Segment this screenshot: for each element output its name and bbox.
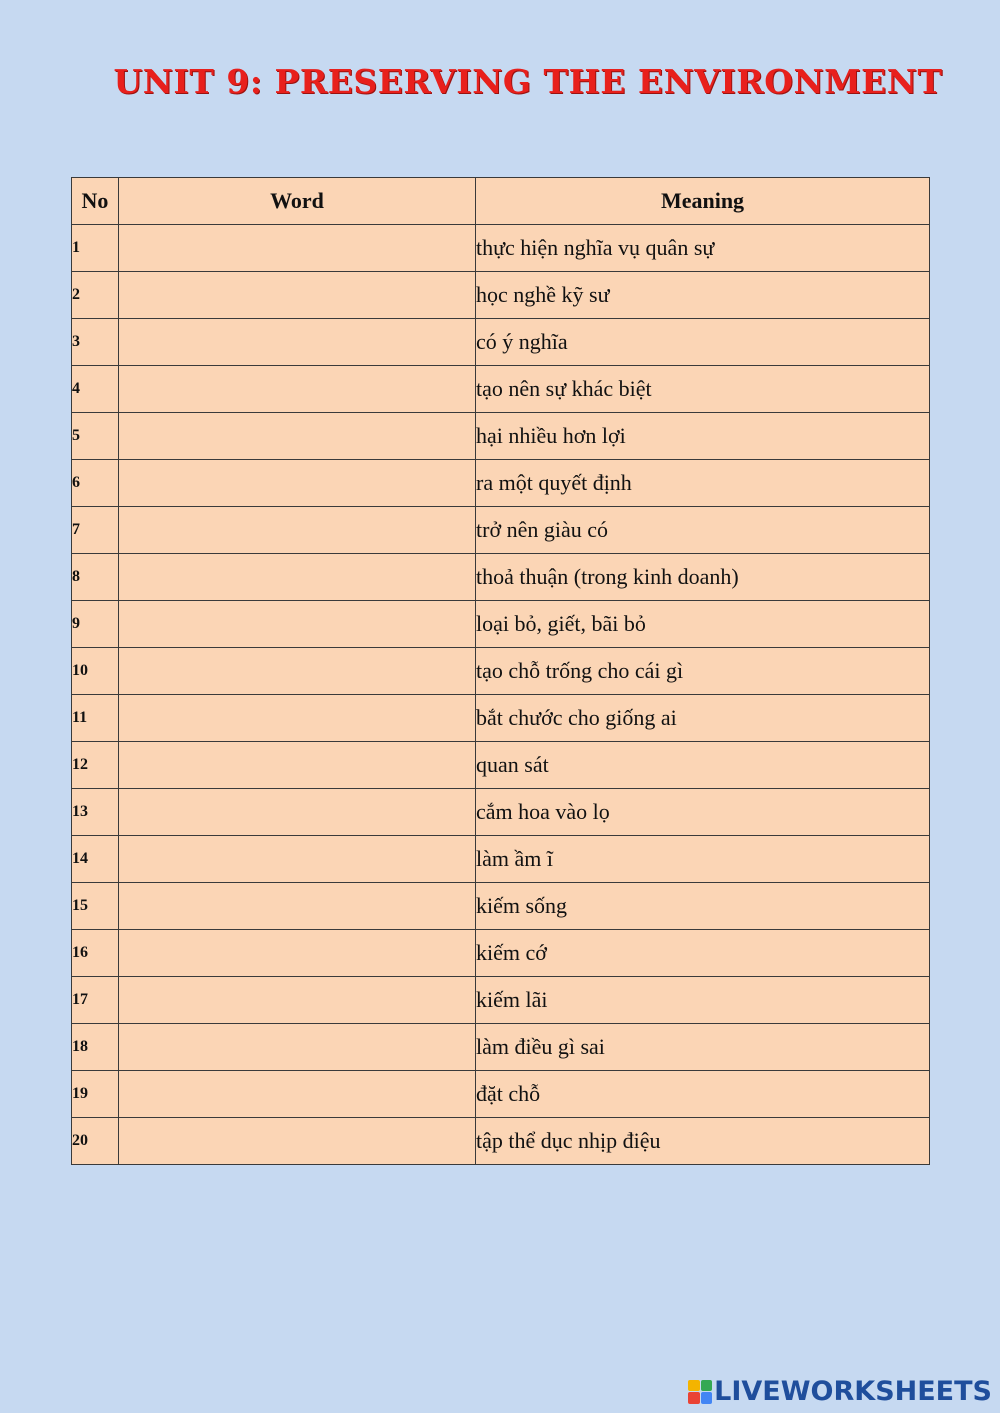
word-answer-input[interactable] bbox=[119, 319, 475, 365]
word-cell[interactable] bbox=[119, 366, 476, 413]
row-number: 14 bbox=[72, 836, 119, 883]
meaning-cell: ra một quyết định bbox=[476, 460, 930, 507]
brand-name: LIVEWORKSHEETS bbox=[714, 1376, 992, 1407]
word-answer-input[interactable] bbox=[119, 507, 475, 553]
row-number: 7 bbox=[72, 507, 119, 554]
table-header-row bbox=[72, 178, 930, 225]
table-row bbox=[72, 836, 930, 883]
table-row bbox=[72, 1071, 930, 1118]
meaning-cell: học nghề kỹ sư bbox=[476, 272, 930, 319]
row-number: 1 bbox=[72, 225, 119, 272]
row-number: 18 bbox=[72, 1024, 119, 1071]
row-number: 17 bbox=[72, 977, 119, 1024]
row-number: 5 bbox=[72, 413, 119, 460]
row-number: 6 bbox=[72, 460, 119, 507]
word-answer-input[interactable] bbox=[119, 1118, 475, 1164]
word-cell[interactable] bbox=[119, 601, 476, 648]
header-meaning: Meaning bbox=[476, 178, 930, 225]
word-answer-input[interactable] bbox=[119, 883, 475, 929]
word-answer-input[interactable] bbox=[119, 460, 475, 506]
word-answer-input[interactable] bbox=[119, 930, 475, 976]
table-row bbox=[72, 366, 930, 413]
table-row bbox=[72, 742, 930, 789]
row-number: 9 bbox=[72, 601, 119, 648]
table-row bbox=[72, 319, 930, 366]
meaning-cell: làm điều gì sai bbox=[476, 1024, 930, 1071]
word-cell[interactable] bbox=[119, 319, 476, 366]
table-row bbox=[72, 272, 930, 319]
row-number: 8 bbox=[72, 554, 119, 601]
word-cell[interactable] bbox=[119, 977, 476, 1024]
word-answer-input[interactable] bbox=[119, 225, 475, 271]
word-cell[interactable] bbox=[119, 742, 476, 789]
word-answer-input[interactable] bbox=[119, 601, 475, 647]
table-row bbox=[72, 648, 930, 695]
word-answer-input[interactable] bbox=[119, 789, 475, 835]
word-cell[interactable] bbox=[119, 1118, 476, 1165]
word-cell[interactable] bbox=[119, 930, 476, 977]
meaning-cell: thực hiện nghĩa vụ quân sự bbox=[476, 225, 930, 272]
meaning-cell: kiếm cớ bbox=[476, 930, 930, 977]
page-title: UNIT 9: PRESERVING THE ENVIRONMENT bbox=[113, 62, 943, 101]
meaning-cell: làm ầm ĩ bbox=[476, 836, 930, 883]
table-row bbox=[72, 695, 930, 742]
table-row bbox=[72, 413, 930, 460]
meaning-cell: trở nên giàu có bbox=[476, 507, 930, 554]
table-row bbox=[72, 225, 930, 272]
word-cell[interactable] bbox=[119, 272, 476, 319]
word-answer-input[interactable] bbox=[119, 836, 475, 882]
table-row bbox=[72, 977, 930, 1024]
table-row bbox=[72, 789, 930, 836]
word-answer-input[interactable] bbox=[119, 1024, 475, 1070]
table-row bbox=[72, 601, 930, 648]
word-answer-input[interactable] bbox=[119, 1071, 475, 1117]
meaning-cell: tạo chỗ trống cho cái gì bbox=[476, 648, 930, 695]
vocabulary-table bbox=[71, 177, 930, 1165]
meaning-cell: quan sát bbox=[476, 742, 930, 789]
liveworksheets-logo-icon bbox=[688, 1380, 712, 1404]
word-cell[interactable] bbox=[119, 225, 476, 272]
meaning-cell: kiếm lãi bbox=[476, 977, 930, 1024]
row-number: 11 bbox=[72, 695, 119, 742]
row-number: 20 bbox=[72, 1118, 119, 1165]
header-no: No bbox=[72, 178, 119, 225]
word-answer-input[interactable] bbox=[119, 413, 475, 459]
row-number: 15 bbox=[72, 883, 119, 930]
word-cell[interactable] bbox=[119, 648, 476, 695]
word-answer-input[interactable] bbox=[119, 366, 475, 412]
row-number: 13 bbox=[72, 789, 119, 836]
meaning-cell: kiếm sống bbox=[476, 883, 930, 930]
meaning-cell: thoả thuận (trong kinh doanh) bbox=[476, 554, 930, 601]
table-row bbox=[72, 507, 930, 554]
row-number: 12 bbox=[72, 742, 119, 789]
table-row bbox=[72, 554, 930, 601]
word-cell[interactable] bbox=[119, 883, 476, 930]
word-cell[interactable] bbox=[119, 695, 476, 742]
table-row bbox=[72, 1024, 930, 1071]
word-answer-input[interactable] bbox=[119, 272, 475, 318]
table-body bbox=[72, 225, 930, 1165]
liveworksheets-logo[interactable] bbox=[688, 1376, 992, 1407]
row-number: 19 bbox=[72, 1071, 119, 1118]
row-number: 4 bbox=[72, 366, 119, 413]
meaning-cell: loại bỏ, giết, bãi bỏ bbox=[476, 601, 930, 648]
row-number: 3 bbox=[72, 319, 119, 366]
word-cell[interactable] bbox=[119, 507, 476, 554]
table-row bbox=[72, 883, 930, 930]
table-row bbox=[72, 930, 930, 977]
meaning-cell: đặt chỗ bbox=[476, 1071, 930, 1118]
meaning-cell: hại nhiều hơn lợi bbox=[476, 413, 930, 460]
word-answer-input[interactable] bbox=[119, 977, 475, 1023]
word-cell[interactable] bbox=[119, 554, 476, 601]
meaning-cell: có ý nghĩa bbox=[476, 319, 930, 366]
header-word: Word bbox=[119, 178, 476, 225]
word-cell[interactable] bbox=[119, 836, 476, 883]
meaning-cell: tập thể dục nhịp điệu bbox=[476, 1118, 930, 1165]
row-number: 16 bbox=[72, 930, 119, 977]
row-number: 10 bbox=[72, 648, 119, 695]
table-row bbox=[72, 460, 930, 507]
word-cell[interactable] bbox=[119, 1024, 476, 1071]
meaning-cell: cắm hoa vào lọ bbox=[476, 789, 930, 836]
table-row bbox=[72, 1118, 930, 1165]
word-answer-input[interactable] bbox=[119, 742, 475, 788]
row-number: 2 bbox=[72, 272, 119, 319]
word-cell[interactable] bbox=[119, 413, 476, 460]
meaning-cell: bắt chước cho giống ai bbox=[476, 695, 930, 742]
word-answer-input[interactable] bbox=[119, 648, 475, 694]
word-answer-input[interactable] bbox=[119, 554, 475, 600]
word-cell[interactable] bbox=[119, 1071, 476, 1118]
word-answer-input[interactable] bbox=[119, 695, 475, 741]
meaning-cell: tạo nên sự khác biệt bbox=[476, 366, 930, 413]
word-cell[interactable] bbox=[119, 789, 476, 836]
word-cell[interactable] bbox=[119, 460, 476, 507]
